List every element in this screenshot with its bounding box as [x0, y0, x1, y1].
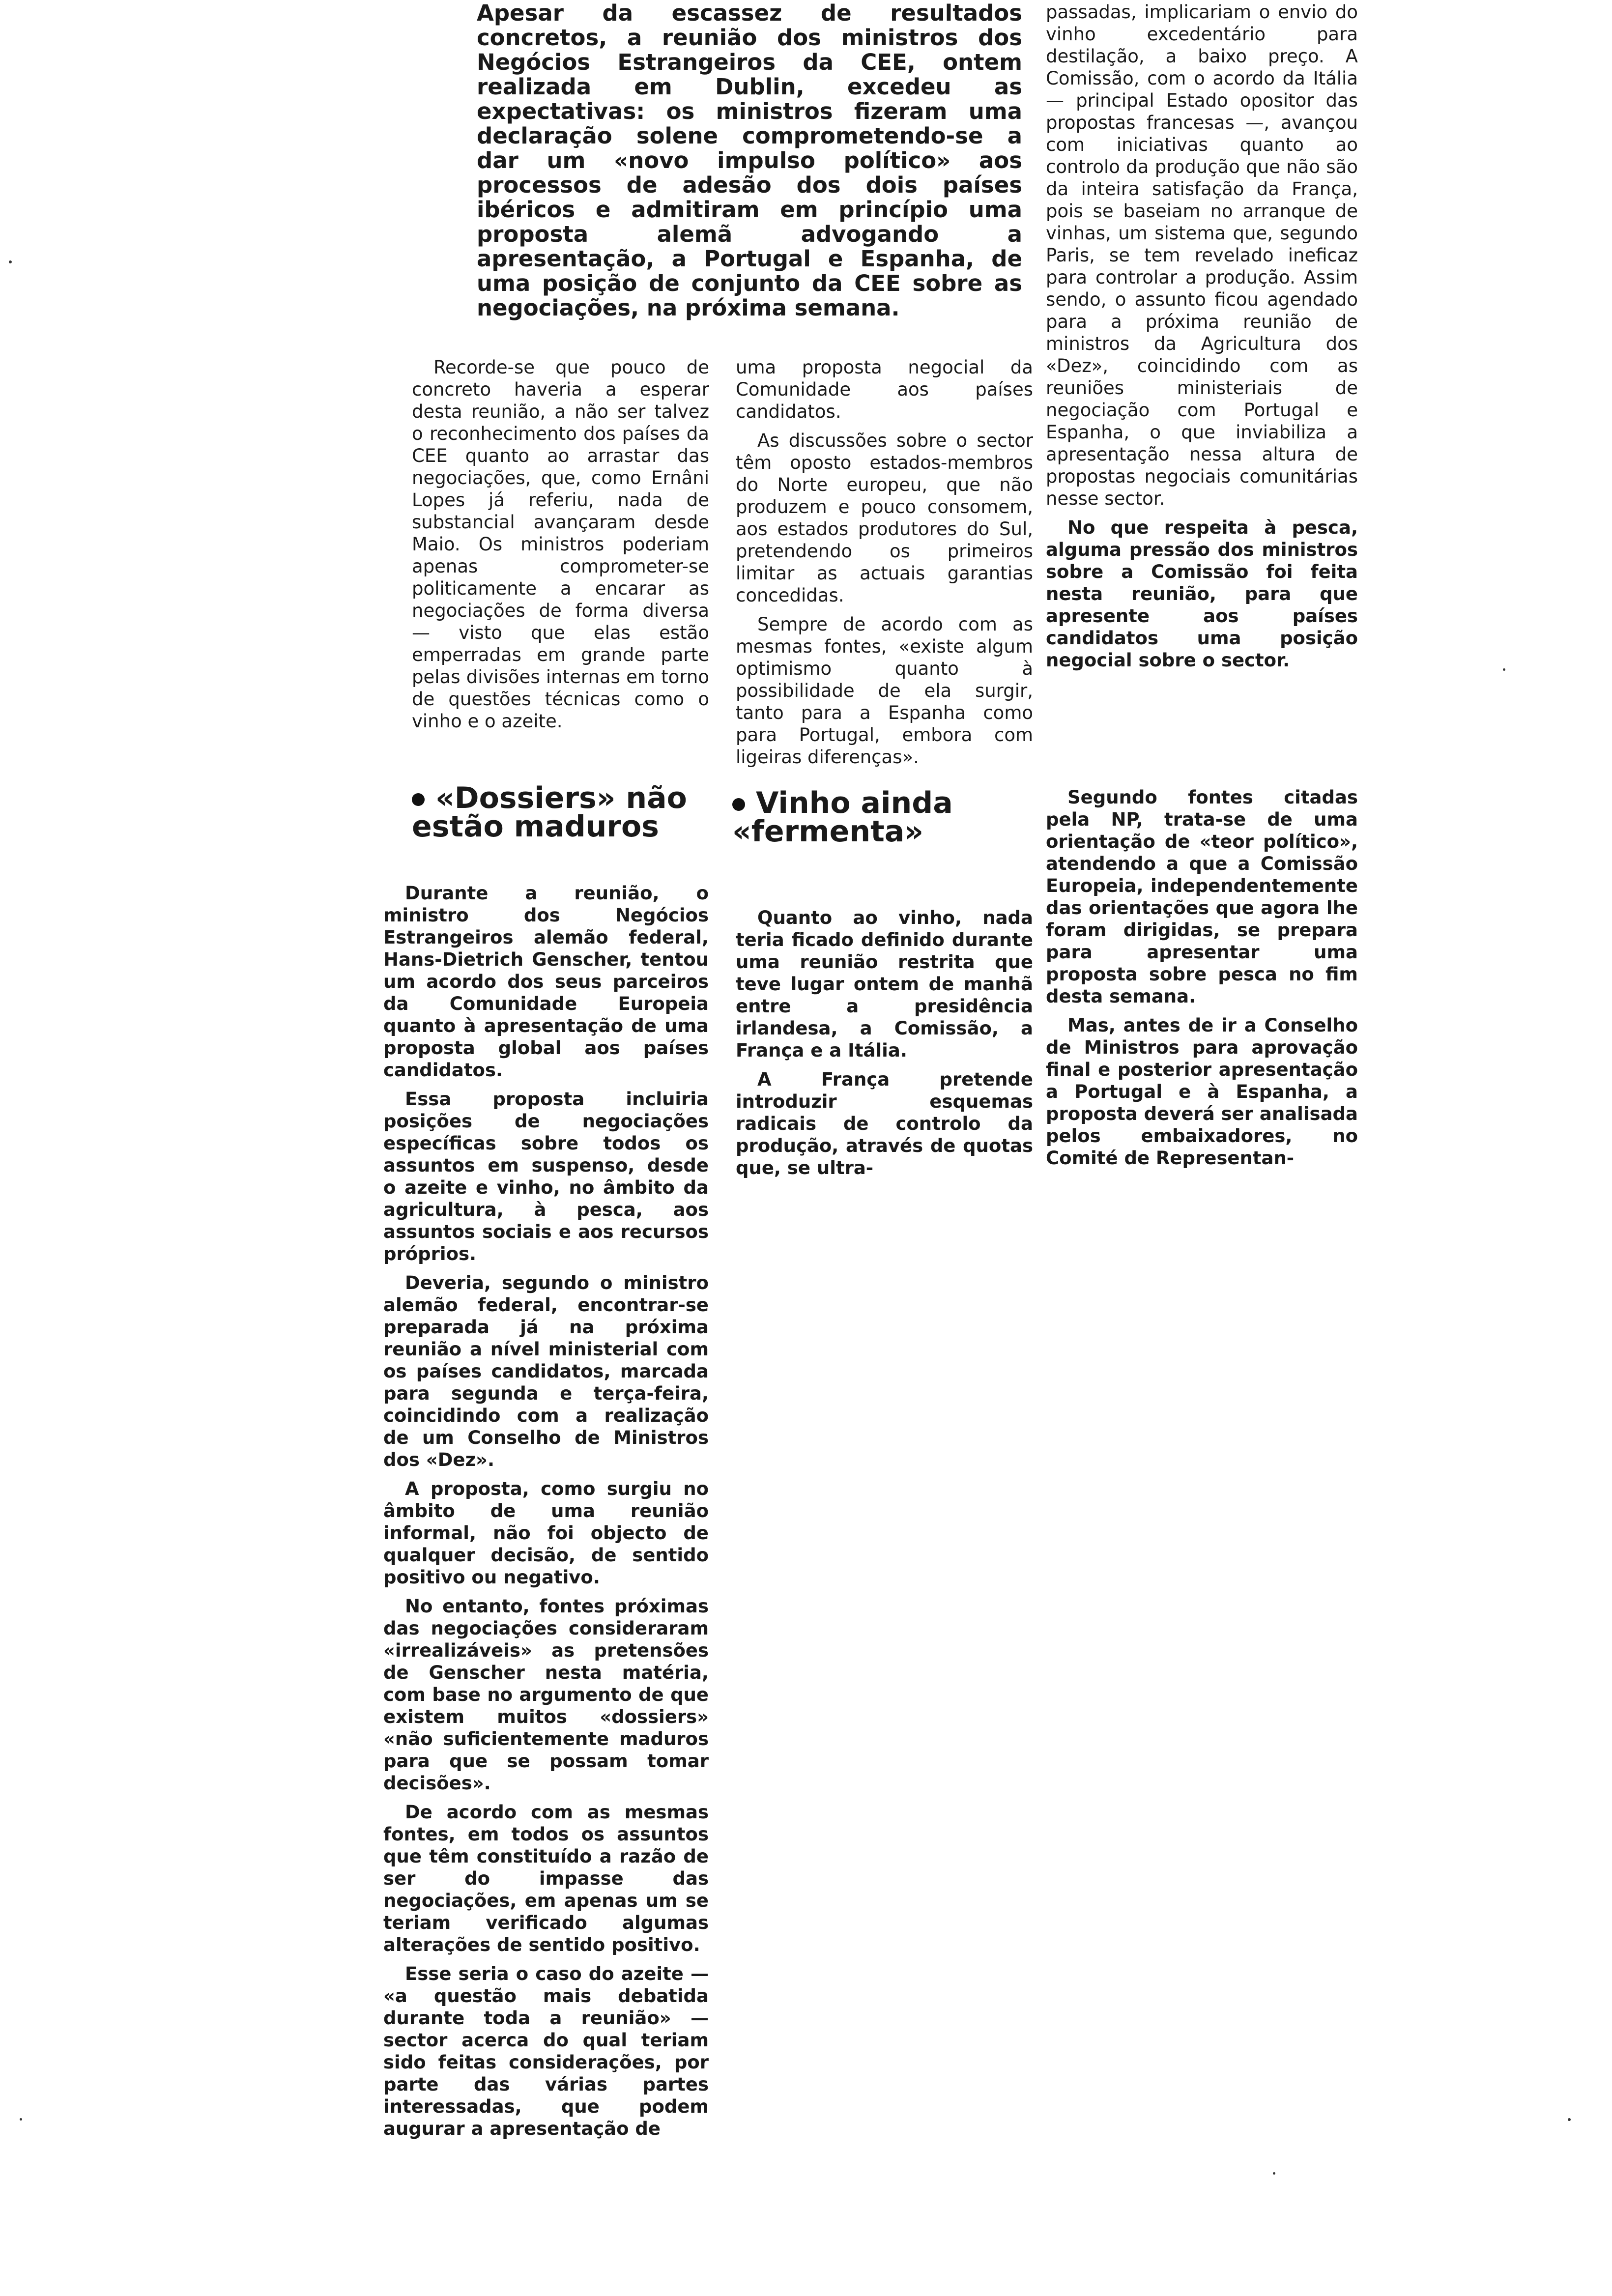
paragraph: Recorde-se que pouco de concreto haveria a esperar desta reunião, a não ser talvez o reconhecimento dos países da CEE quanto ao arrastar das negociações, que, como Ernâni Lopes já referiu, nada de substancial avançaram desde Maio. Os ministros poderiam apenas comprometer-se politicamente a encarar as negociações de forma diversa — visto que elas estão emperradas em grande parte pelas divisões internas em torno de questões técnicas como o vinho e o azeite.: [412, 357, 709, 732]
lead-paragraph: Apesar da escassez de resultados concretos, a reunião dos ministros dos Negócios Estrangeiros da CEE, ontem realizada em Dublin, excedeu as expectativas: os ministros fizeram uma declaração solene comprometendo-se a dar um «novo impulso político» aos processos de adesão dos dois países ibéricos e admitiram em princípio uma proposta alemã advogando a apresentação, a Portugal e Espanha, de uma posição de conjunto da CEE sobre as negociações, na próxima semana.: [477, 0, 1022, 321]
article-column-3: [1046, 1, 1358, 678]
paragraph: De acordo com as mesmas fontes, em todos os assuntos que têm constituído a razão de ser do impasse das negociações, em apenas um se teriam verificado algumas alterações de sentido positivo.: [383, 1802, 709, 1955]
paragraph: Quanto ao vinho, nada teria ficado definido durante uma reunião restrita que teve lugar ontem de manhã entre a presidência irlandesa, a Comissão, a França e a Itália.: [736, 907, 1033, 1061]
scan-speck: [1568, 2118, 1571, 2121]
article-column-5: [736, 907, 1033, 1186]
paragraph: Sempre de acordo com as mesmas fontes, «existe algum optimismo quanto à possibilidade de ela surgir, tanto para a Espanha como para Portugal, embora com ligeiras diferenças».: [736, 614, 1033, 768]
scan-speck: [1273, 2172, 1275, 2175]
paragraph: Segundo fontes citadas pela NP, trata-se de uma orientação de «teor político», atendendo a que a Comissão Europeia, independentemente das orientações que agora lhe foram dirigidas, se prepara para apresentar uma proposta sobre pesca no fim desta semana.: [1046, 787, 1358, 1007]
article-column-2: [736, 356, 1033, 775]
scan-speck: [1503, 668, 1505, 671]
bullet-icon: [412, 793, 425, 806]
paragraph: uma proposta negocial da Comunidade aos países candidatos.: [736, 357, 1033, 422]
article-column-1: [412, 356, 709, 739]
subheading-vinho: [732, 786, 1017, 849]
paragraph: A França pretende introduzir esquemas radicais de controlo da produção, através de quotas que, se ultra-: [736, 1069, 1033, 1178]
paragraph: As discussões sobre o sector têm oposto estados-membros do Norte europeu, que não produzem e pouco consomem, aos estados produtores do Sul, pretendendo os primeiros limitar as actuais garantias concedidas.: [736, 430, 1033, 606]
paragraph: Durante a reunião, o ministro dos Negócios Estrangeiros alemão federal, Hans-Dietrich Genscher, tentou um acordo dos seus parceiros da Comunidade Europeia quanto à apresentação de uma proposta global aos países candidatos.: [383, 883, 709, 1081]
paragraph: passadas, implicariam o envio do vinho excedentário para destilação, a baixo preço. A Comissão, com o acordo da Itália — principal Estado opositor das propostas francesas —, avançou com iniciativas quanto ao controlo da produção que não são da inteira satisfação da França, pois se baseiam no arranque de vinhas, um sistema que, segundo Paris, se tem revelado ineficaz para controlar a produção. Assim sendo, o assunto ficou agendado para a próxima reunião de ministros da Agricultura dos «Dez», coincidindo com as reuniões ministeriais de negociação com Portugal e Espanha, o que inviabiliza a apresentação nessa altura de propostas negociais comunitárias nesse sector.: [1046, 1, 1358, 509]
scan-speck: [9, 260, 12, 263]
bullet-icon: [732, 798, 745, 811]
scan-speck: [20, 2118, 22, 2121]
paragraph: No entanto, fontes próximas das negociações consideraram «irrealizáveis» as pretensões de Genscher nesta matéria, com base no argumento de que existem muitos «dossiers» «não suficientemente maduros para que se possam tomar decisões».: [383, 1596, 709, 1794]
subheading-text: «Dossiers» não estão maduros: [412, 781, 687, 844]
paragraph: Deveria, segundo o ministro alemão federal, encontrar-se preparada já na próxima reunião a nível ministerial com os países candidatos, marcada para segunda e terça-feira, coincidindo com a realização de um Conselho de Ministros dos «Dez».: [383, 1272, 709, 1470]
paragraph: Mas, antes de ir a Conselho de Ministros para aprovação final e posterior apresentação a Portugal e à Espanha, a proposta deverá ser analisada pelos embaixadores, no Comité de Representan-: [1046, 1015, 1358, 1169]
article-column-4: [383, 882, 709, 2147]
paragraph: Essa proposta incluiria posições de negociações específicas sobre todos os assuntos em suspenso, desde o azeite e vinho, no âmbito da agricultura, à pesca, aos assuntos sociais e aos recursos próprios.: [383, 1089, 709, 1264]
article-column-6: [1046, 786, 1358, 1176]
subheading-dossiers: [412, 781, 687, 844]
paragraph: A proposta, como surgiu no âmbito de uma reunião informal, não foi objecto de qualquer decisão, de sentido positivo ou negativo.: [383, 1478, 709, 1588]
paragraph: Esse seria o caso do azeite — «a questão mais debatida durante toda a reunião» — sector acerca do qual teriam sido feitas considerações, por parte das várias partes interessadas, que podem augurar a apresentação de: [383, 1963, 709, 2139]
paragraph: No que respeita à pesca, alguma pressão dos ministros sobre a Comissão foi feita nesta reunião, para que apresente aos países candidatos uma posição negocial sobre o sector.: [1046, 517, 1358, 671]
subheading-text: Vinho ainda «fermenta»: [732, 786, 953, 849]
